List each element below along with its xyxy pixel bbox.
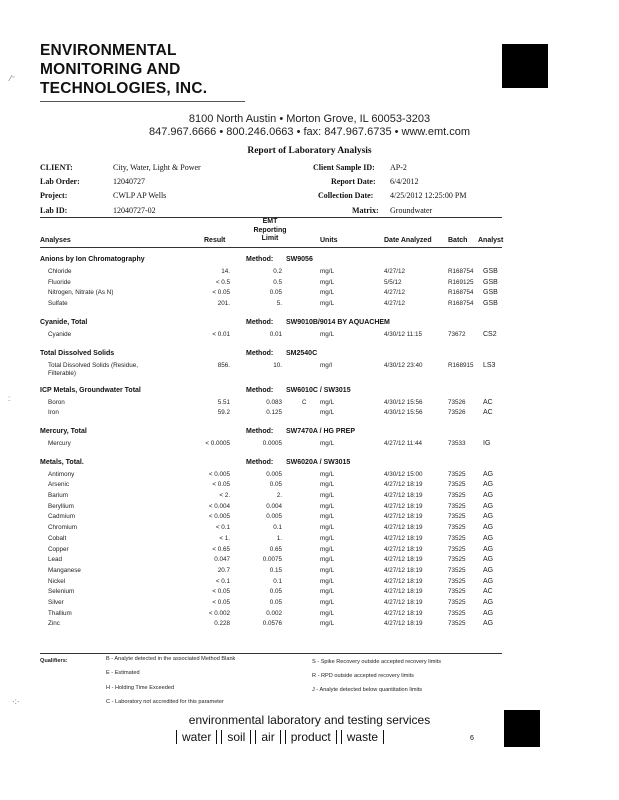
analyst-value: AC: [483, 409, 493, 417]
analyte-name: Copper: [48, 545, 69, 553]
date-analyzed: 4/27/12 18:19: [384, 620, 423, 628]
reporting-limit: 0.125: [266, 409, 282, 417]
batch-value: 73525: [448, 588, 466, 596]
company-line-3: TECHNOLOGIES, INC.: [40, 80, 208, 97]
units-value: mg/L: [320, 330, 334, 338]
analyst-value: AG: [483, 524, 494, 532]
batch-value: 73525: [448, 620, 466, 628]
reporting-limit: 10.: [273, 361, 282, 369]
reporting-limit: 0.005: [266, 470, 282, 478]
section-title: Cyanide, Total: [40, 318, 88, 326]
lab-id-value: 12040727-02: [113, 206, 156, 215]
footer-tab-air: air: [255, 730, 280, 744]
lab-id-label: Lab ID:: [40, 206, 68, 215]
header-rule: [40, 101, 245, 102]
footer-tab-product: product: [285, 730, 337, 744]
batch-value: 73525: [448, 577, 466, 585]
sample-id-label: Client Sample ID:: [313, 163, 375, 172]
units-value: mg/L: [320, 513, 334, 521]
analyst-value: AC: [483, 398, 493, 406]
analyst-value: AG: [483, 470, 494, 478]
reporting-limit: 0.0576: [262, 620, 282, 628]
col-batch: Batch: [448, 237, 468, 244]
batch-value: 73533: [448, 439, 466, 447]
reporting-limit: 0.5: [273, 278, 282, 286]
analyte-name: Nickel: [48, 577, 66, 585]
date-analyzed: 4/27/12 18:19: [384, 524, 423, 532]
date-analyzed: 4/27/12 18:19: [384, 609, 423, 617]
date-analyzed: 4/27/12 18:19: [384, 556, 423, 564]
analyst-value: AG: [483, 502, 494, 510]
client-label: CLIENT:: [40, 163, 73, 172]
date-analyzed: 4/27/12 18:19: [384, 599, 423, 606]
collection-date-value: 4/25/2012 12:25:00 PM: [390, 191, 467, 200]
method-value: SW6010C / SW3015: [286, 386, 351, 394]
units-value: mg/L: [320, 577, 334, 585]
analyte-name: Chloride: [48, 268, 72, 275]
result-value: < 0.1: [215, 577, 230, 585]
batch-value: 73525: [448, 470, 466, 478]
batch-value: R168754: [448, 268, 474, 275]
reporting-limit: 5.: [276, 300, 282, 308]
reporting-limit: 0.1: [273, 577, 282, 585]
reporting-limit: 0.004: [266, 502, 282, 510]
units-value: mg/L: [320, 599, 334, 606]
address: 8100 North Austin • Morton Grove, IL 60053-3203: [188, 113, 431, 125]
units-value: mg/L: [320, 300, 334, 308]
analyst-value: AG: [483, 513, 494, 521]
analyte-name: Zinc: [48, 620, 60, 628]
date-analyzed: 4/30/12 15:00: [384, 470, 423, 478]
analyte-name: Lead: [48, 556, 63, 564]
report-date-label: Report Date:: [331, 177, 376, 186]
reporting-limit: 0.083: [266, 398, 282, 406]
reporting-limit: 0.0005: [262, 439, 282, 447]
method-label: Method:: [246, 318, 274, 326]
result-value: < 0.005: [208, 513, 230, 521]
col-units: Units: [320, 237, 338, 244]
report-date-value: 6/4/2012: [390, 177, 419, 186]
company-name: [40, 41, 207, 98]
units-value: mg/L: [320, 409, 334, 417]
reporting-limit: 2.: [276, 492, 282, 499]
date-analyzed: 4/27/12 18:19: [384, 481, 423, 489]
analyte-name: Chromium: [48, 524, 78, 532]
analyst-value: AG: [483, 620, 494, 628]
reporting-limit: 0.1: [273, 524, 282, 532]
reporting-limit: 0.002: [266, 609, 282, 617]
qualifier-c: C - Laboratory not accredited for this parameter: [106, 699, 224, 705]
reporting-limit: 0.05: [269, 481, 282, 489]
analyte-name: Arsenic: [48, 481, 69, 489]
units-value: mg/L: [320, 470, 334, 478]
reporting-limit: 0.65: [269, 545, 282, 553]
units-value: mg/L: [320, 398, 334, 406]
result-value: < 2.: [219, 492, 230, 499]
project-value: CWLP AP Wells: [113, 191, 167, 200]
units-value: mg/L: [320, 609, 334, 617]
section-title: Metals, Total.: [40, 458, 84, 466]
batch-value: 73525: [448, 492, 466, 499]
analyte-name: Cadmium: [48, 513, 75, 521]
matrix-label: Matrix:: [352, 206, 379, 215]
analyst-value: AG: [483, 599, 494, 606]
result-value: 59.2: [217, 409, 230, 417]
analyte-name: Antimony: [48, 470, 75, 478]
date-analyzed: 4/27/12 18:19: [384, 492, 423, 499]
analyte-name: Cobalt: [48, 534, 67, 542]
result-value: < 0.65: [212, 545, 230, 553]
units-value: mg/L: [320, 502, 334, 510]
result-value: 0.047: [214, 556, 230, 564]
result-value: 0.228: [214, 620, 230, 628]
result-value: 14.: [221, 268, 230, 275]
col-reporting-limit: [250, 218, 290, 244]
batch-value: 73525: [448, 566, 466, 574]
project-label: Project:: [40, 191, 68, 200]
result-value: 856.: [217, 361, 230, 369]
date-analyzed: 4/27/12: [384, 268, 406, 275]
col-reporting: Reporting: [253, 226, 287, 234]
method-label: Method:: [246, 386, 274, 394]
date-analyzed: 4/27/12 18:19: [384, 502, 423, 510]
analyte-name: Beryllium: [48, 502, 74, 510]
analyte-name: Cyanide: [48, 330, 72, 338]
analyte-name: Selenium: [48, 588, 75, 596]
result-value: < 0.5: [215, 278, 230, 286]
units-value: mg/L: [320, 588, 334, 596]
date-analyzed: 4/30/12 15:56: [384, 398, 423, 406]
analyte-name: Thallium: [48, 609, 72, 617]
analyst-value: CS2: [483, 330, 497, 338]
client-value: City, Water, Light & Power: [113, 163, 201, 172]
reporting-limit: 0.05: [269, 289, 282, 297]
batch-value: 73525: [448, 609, 466, 617]
rule-below-columns: [40, 247, 502, 248]
analyte-name: Nitrogen, Nitrate (As N): [48, 289, 114, 297]
result-value: < 0.005: [208, 470, 230, 478]
footer-tabs: [176, 730, 388, 744]
analyte-name: Iron: [48, 409, 59, 417]
report-title: Report of Laboratory Analysis: [247, 146, 372, 156]
result-value: < 0.05: [212, 588, 230, 596]
result-value: < 0.05: [212, 481, 230, 489]
analyst-value: LS3: [483, 361, 496, 369]
date-analyzed: 4/27/12 18:19: [384, 545, 423, 553]
qualifiers-label: Qualifiers:: [40, 658, 68, 664]
units-value: mg/L: [320, 492, 334, 499]
analyte-name: Fluoride: [48, 278, 71, 286]
analyte-name: Sulfate: [48, 300, 68, 308]
reporting-limit: 0.05: [269, 588, 282, 596]
qualifier-b: B - Analyte detected in the associated Method Blank: [106, 656, 236, 662]
units-value: mg/L: [320, 556, 334, 564]
section-title: Total Dissolved Solids: [40, 349, 115, 357]
col-analyses: Analyses: [40, 237, 71, 244]
method-label: Method:: [246, 427, 274, 435]
batch-value: 73525: [448, 545, 466, 553]
batch-value: R168754: [448, 289, 474, 297]
lab-order-label: Lab Order:: [40, 177, 80, 186]
analyst-value: AG: [483, 566, 494, 574]
page-number: 6: [470, 735, 474, 742]
units-value: mg/L: [320, 620, 334, 628]
col-analyst: Analyst: [478, 237, 504, 244]
analyst-value: IG: [483, 439, 491, 447]
method-label: Method:: [246, 256, 274, 263]
collection-date-label: Collection Date:: [318, 191, 374, 200]
qualifier-j: J - Analyte detected below quantitation limits: [312, 687, 423, 693]
rule-above-qualifiers: [40, 653, 502, 654]
reporting-limit: 1.: [276, 534, 282, 542]
section-title: Anions by Ion Chromatography: [40, 256, 145, 263]
qualifier-e: E - Estimated: [106, 670, 140, 676]
result-value: < 0.1: [215, 524, 230, 532]
units-value: mg/L: [320, 524, 334, 532]
scan-mark: ⁄⁻: [10, 74, 16, 83]
analyst-value: GSB: [483, 278, 498, 286]
scan-mark-2: :: [8, 394, 11, 403]
units-value: mg/L: [320, 481, 334, 489]
units-value: mg/l: [320, 361, 332, 369]
units-value: mg/L: [320, 534, 334, 542]
result-value: 5.51: [217, 398, 230, 406]
date-analyzed: 5/5/12: [384, 278, 402, 286]
analyst-value: AG: [483, 545, 494, 553]
date-analyzed: 4/27/12 18:19: [384, 577, 423, 585]
date-analyzed: 4/27/12: [384, 289, 406, 297]
sample-id-value: AP-2: [390, 163, 407, 172]
qualifier-h: H - Holding Time Exceeded: [106, 685, 175, 691]
analyst-value: GSB: [483, 300, 498, 308]
footer-tab-waste: waste: [341, 730, 384, 744]
batch-value: 73525: [448, 481, 466, 489]
col-result: Result: [204, 237, 226, 244]
date-analyzed: 4/27/12 11:44: [384, 439, 423, 447]
reporting-limit: 0.05: [269, 599, 282, 606]
batch-value: 73525: [448, 599, 466, 606]
contact-line: 847.967.6666 • 800.246.0663 • fax: 847.967.6735 • www.emt.com: [149, 126, 470, 138]
matrix-value: Groundwater: [390, 206, 433, 215]
batch-value: 73525: [448, 556, 466, 564]
col-emt: EMT: [262, 218, 278, 225]
result-value: < 0.05: [212, 289, 230, 297]
analyst-value: AG: [483, 534, 494, 542]
date-analyzed: 4/27/12 18:19: [384, 513, 423, 521]
analyst-value: AG: [483, 609, 494, 617]
analyte-name: Mercury: [48, 439, 71, 447]
logo-block: [502, 44, 548, 88]
reporting-limit: 0.0075: [262, 556, 282, 564]
section-title: Mercury, Total: [40, 427, 87, 435]
method-value: SW9056: [286, 256, 313, 263]
footer-services: environmental laboratory and testing services: [188, 713, 431, 727]
result-value: < 1.: [219, 534, 230, 542]
analyte-name: Manganese: [48, 566, 81, 574]
analyte-name: Boron: [48, 398, 65, 406]
analyst-value: AG: [483, 481, 494, 489]
units-value: mg/L: [320, 278, 334, 286]
batch-value: R169125: [448, 278, 474, 286]
reporting-limit: 0.005: [266, 513, 282, 521]
result-value: < 0.05: [212, 599, 230, 606]
date-analyzed: 4/27/12 18:19: [384, 534, 423, 542]
result-value: < 0.01: [212, 330, 230, 338]
batch-value: 73525: [448, 513, 466, 521]
result-value: < 0.004: [208, 502, 230, 510]
result-value: < 0.0005: [205, 439, 230, 447]
batch-value: 73525: [448, 502, 466, 510]
method-value: SM2540C: [286, 349, 318, 357]
analyst-value: GSB: [483, 268, 498, 275]
footer-tab-soil: soil: [221, 730, 251, 744]
company-line-1: ENVIRONMENTAL: [40, 42, 177, 59]
qualifier-s: S - Spike Recovery outside accepted recovery limits: [312, 659, 442, 665]
col-limit: Limit: [261, 235, 279, 242]
batch-value: 73526: [448, 409, 466, 417]
batch-value: 73525: [448, 524, 466, 532]
result-value: 20.7: [217, 566, 230, 574]
result-value: 201.: [217, 300, 230, 308]
col-date-analyzed: Date Analyzed: [384, 237, 432, 244]
qualifier-flag: C: [302, 398, 307, 406]
result-value: < 0.002: [208, 609, 230, 617]
units-value: mg/L: [320, 439, 334, 447]
batch-value: 73672: [448, 330, 466, 338]
method-label: Method:: [246, 349, 274, 357]
analyte-name: Barium: [48, 492, 68, 499]
company-line-2: MONITORING AND: [40, 61, 181, 78]
footer-tab-water: water: [176, 730, 217, 744]
analyst-value: AG: [483, 556, 494, 564]
method-value: SW7470A / HG PREP: [286, 427, 355, 435]
method-label: Method:: [246, 458, 274, 466]
reporting-limit: 0.01: [269, 330, 282, 338]
date-analyzed: 4/27/12 18:19: [384, 588, 423, 596]
batch-value: 73525: [448, 534, 466, 542]
analyte-name: Silver: [48, 599, 64, 606]
analyst-value: AG: [483, 577, 494, 585]
units-value: mg/L: [320, 545, 334, 553]
method-value: SW9010B/9014 BY AQUACHEM: [286, 318, 390, 326]
batch-value: 73526: [448, 398, 466, 406]
section-title: ICP Metals, Groundwater Total: [40, 386, 141, 394]
analyst-value: AC: [483, 588, 493, 596]
units-value: mg/L: [320, 289, 334, 297]
date-analyzed: 4/30/12 23:40: [384, 361, 423, 369]
date-analyzed: 4/30/12 11:15: [384, 330, 423, 338]
date-analyzed: 4/30/12 15:56: [384, 409, 423, 417]
batch-value: R168754: [448, 300, 474, 308]
reporting-limit: 0.15: [269, 566, 282, 574]
qualifier-r: R - RPD outside accepted recovery limits: [312, 673, 414, 679]
date-analyzed: 4/27/12 18:19: [384, 566, 423, 574]
method-value: SW6020A / SW3015: [286, 458, 351, 466]
footer-logo-block: [504, 710, 540, 747]
units-value: mg/L: [320, 566, 334, 574]
date-analyzed: 4/27/12: [384, 300, 406, 308]
analyst-value: AG: [483, 492, 494, 499]
lab-order-value: 12040727: [113, 177, 145, 186]
batch-value: R168915: [448, 361, 474, 369]
units-value: mg/L: [320, 268, 334, 275]
scan-mark-3: ·:·: [12, 697, 20, 706]
analyst-value: GSB: [483, 289, 498, 297]
reporting-limit: 0.2: [273, 268, 282, 275]
analyte-name: Total Dissolved Solids (Residue, Filterable): [48, 361, 138, 377]
